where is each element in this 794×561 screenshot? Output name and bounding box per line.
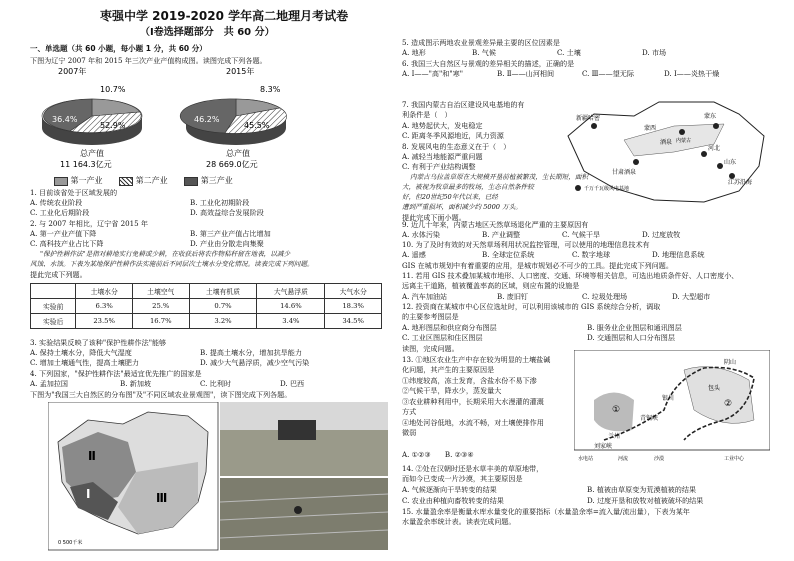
q10-option-a: A. 遥感	[402, 250, 426, 259]
industry-pie-charts	[30, 66, 350, 174]
wind-label-mengdong: 蒙东	[704, 113, 717, 120]
table-header-row	[31, 284, 382, 299]
map2-label-baotou: 包头	[708, 385, 721, 392]
q14-option-b: B. 植被由草原变为荒漠植被的结果	[587, 485, 697, 494]
q10-option-c: C. 数字地球	[572, 250, 611, 259]
q13-choice-4b: 微弱	[402, 428, 417, 437]
table-header-cell: 大气水分	[325, 284, 382, 299]
exam-title: 枣强中学 2019-2020 学年高二地理月考试卷	[100, 9, 349, 23]
q11-option-a: A. 汽车加油站	[402, 292, 448, 301]
map-label-i: Ⅰ	[86, 487, 91, 501]
wind-power-map	[564, 96, 770, 206]
legend-swatch-primary	[54, 177, 68, 186]
q11-option-c: C. 垃圾处理场	[582, 292, 628, 301]
q5-stem: 5. 造成图示两地农业景观差异最主要的区位因素是	[402, 38, 560, 47]
pie-legend	[54, 175, 233, 186]
q1-option-c: C. 工业化后期阶段	[30, 208, 90, 217]
table-cell: 18.3%	[325, 299, 382, 314]
map-intro: 下图为"我国三大自然区的分布图"及"不同区域农业景观图"，读下图完成下列各题。	[30, 390, 292, 399]
gis-passage: GIS 在城市规划中有着重要的应用，是城市规划必不可少的工具。提此完成下列问题。	[402, 261, 673, 270]
map2-label-1: ①	[612, 405, 621, 415]
table-header-cell: 大气悬浮质	[257, 284, 325, 299]
q14-stem-2: 而如今已变成一片沙漠，其主要原因是	[402, 474, 523, 483]
pie-2007	[42, 66, 142, 169]
q2-option-c: C. 高科技产业占比下降	[30, 239, 104, 248]
q10-option-d: D. 地理信息系统	[652, 250, 705, 259]
table-cell: 14.6%	[257, 299, 325, 314]
right-column	[402, 0, 772, 561]
map2-label-2: ②	[724, 399, 733, 409]
legend2-hydro: 水电站	[578, 456, 594, 462]
pie-2015-total: 28 669.0亿元	[206, 160, 258, 169]
q3-stem: 3. 实验结果反映了该种"保护性耕作法"能够	[30, 338, 167, 347]
q8-stem: 8. 发展风电的生态意义在于（ ）	[402, 142, 511, 151]
q3-option-c: C. 增加土壤通气性，提高土壤肥力	[30, 358, 139, 367]
q6-option-b: B. Ⅱ——山河相间	[497, 69, 555, 78]
map-label-iii: Ⅲ	[156, 491, 168, 505]
q3-option-d: D. 减少大气悬浮质，减少空气污染	[200, 358, 310, 367]
q13-choice-2: ②气候干旱，降水少，蒸发量大	[402, 386, 502, 395]
passage-grassland-5: 提此完成下面小题。	[402, 213, 466, 222]
q8-option-a: A. 减轻当地能源严重问题	[402, 152, 483, 161]
q13-choice-3: ③农业耕种利用中，长期采用大水漫灌的灌溉	[402, 397, 544, 406]
table-cell: 23.5%	[76, 314, 133, 329]
q7-stem: 7. 我国内蒙古自治区建设风电基地的有	[402, 100, 525, 109]
wind-legend-base: 千万千瓦级风电基地	[584, 186, 630, 192]
q1-option-d: D. 高效益综合发展阶段	[190, 208, 264, 217]
q2-option-a: A. 第一产业产值下降	[30, 229, 97, 238]
q1-option-b: B. 工业化初期阶段	[190, 198, 250, 207]
q3-option-b: B. 提高土壤水分，增加抗旱能力	[200, 348, 302, 357]
legend2-river: 河流	[618, 456, 629, 462]
legend-secondary: 第二产业	[135, 176, 168, 185]
pie-2015-tertiary: 46.2%	[194, 115, 220, 124]
q5-option-a: A. 地形	[402, 48, 426, 57]
q3-option-a: A. 保持土壤水分，降低大气湿度	[30, 348, 132, 357]
q12-stem-2: 的主要参考图层是	[402, 312, 459, 321]
pie-2007-tertiary: 36.4%	[52, 115, 78, 124]
q4-option-b: B. 新加坡	[120, 379, 152, 388]
soil-experiment-table	[30, 283, 382, 329]
wind-label-neimenggu: 内蒙古	[676, 138, 692, 144]
q9-option-c: C. 气候干旱	[562, 230, 601, 239]
q10-option-b: B. 全球定位系统	[482, 250, 535, 259]
photo-rice-paddy	[220, 478, 388, 550]
pie-2015-secondary: 45.5%	[244, 121, 270, 130]
exam-subtitle: （Ⅰ卷选择题部分 共 60 分）	[140, 27, 275, 38]
map2-label-yinchuan: 银川	[662, 395, 675, 402]
wind-label-shandong: 山东	[724, 159, 737, 166]
q15-stem: 15. 水量盈余率是衡量水库水量变化的重要指标（水量盈余率=流入量/流出量），下表为某年	[402, 507, 690, 516]
table-header-cell: 土壤水分	[76, 284, 133, 299]
map-scale: 0 500千米	[58, 540, 83, 546]
table-cell: 实验前	[31, 299, 76, 314]
q12-stem: 12. 投资商在某城市中心区位选址时，可以利用该城市的 GIS 系统综合分析，调取	[402, 302, 661, 311]
pie-2007-total-label: 总产值	[80, 149, 104, 158]
legend-swatch-tertiary	[184, 177, 198, 186]
pie-2015-total-label: 总产值	[226, 149, 250, 158]
q13-stem-2: 化问题，其产生的主要原因是	[402, 365, 495, 374]
q11-stem: 11. 若用 GIS 技术叠加某城市地形、人口密度、交通、环境等相关信息，可选出地质条件好、人口密度小、	[402, 271, 739, 280]
q12-option-a: A. 地形图层和供应商分布图层	[402, 323, 497, 332]
legend-primary: 第一产业	[70, 176, 103, 185]
legend-tertiary: 第三产业	[200, 176, 233, 185]
q10-stem: 10. 为了及时有效的对天然草场利用状况监控管理，可以使用的地理信息技术有	[402, 240, 650, 249]
table-cell: 16.7%	[132, 314, 189, 329]
table-header-cell: 土壤有机质	[189, 284, 257, 299]
q14-stem: 14. ②处在汉朝时还是水草丰美的草原地带，	[402, 464, 544, 473]
q1-stem: 1. 目前该省处于区域发展的	[30, 188, 118, 197]
chart-intro: 下图为辽宁 2007 年和 2015 年三次产业产值构成图。读图完成下列各题。	[30, 56, 267, 65]
pie-2007-year: 2007年	[58, 67, 87, 76]
wind-label-hami: 新疆哈密	[576, 115, 601, 122]
q11-option-d: D. 大型超市	[672, 292, 711, 301]
china-regions-figure	[48, 402, 388, 552]
q14-option-a: A. 气候逐渐向干旱转变的结果	[402, 485, 497, 494]
legend2-desert: 沙漠	[654, 456, 665, 462]
passage-line-3: 提此完成下列题。	[30, 270, 87, 279]
q9-option-b: B. 产业调整	[482, 230, 521, 239]
pie-2015	[180, 66, 286, 169]
q2-option-b: B. 第三产业产值占比增加	[190, 229, 271, 238]
q14-option-d: D. 过度开垦和放牧对植被破坏的结果	[587, 496, 704, 505]
map2-label-yinshan: 阴山	[724, 359, 737, 366]
q11-stem-2: 远离主干道路，植被覆盖率高的区域，则应布置的设施是	[402, 281, 580, 290]
q9-stem: 9. 近几十年来，内蒙古地区天然草场退化严重的主要原因有	[402, 220, 589, 229]
q12-option-d: D. 交通图层和人口分布图层	[587, 333, 675, 342]
q6-option-d: D. Ⅰ——炎热干燥	[664, 69, 720, 78]
q6-stem: 6. 我国三大自然区与景观的差异相关的描述，正确的是	[402, 59, 575, 68]
q6-option-c: C. Ⅲ——望无际	[582, 69, 634, 78]
passage-line-1: "保护性耕作法"是指对耕地实行免耕或少耕，在收获后将农作物秸秆留在地表，以减少	[40, 250, 291, 258]
q14-option-c: C. 农业由种植向畜牧转变的结果	[402, 496, 504, 505]
table-cell: 3.2%	[189, 314, 257, 329]
q9-option-d: D. 过度放牧	[642, 230, 681, 239]
q1-option-a: A. 传统农业阶段	[30, 198, 83, 207]
section-heading: 一、单选题（共 60 小题，每小题 1 分，共 60 分）	[30, 44, 207, 53]
hetao-map	[574, 350, 770, 462]
table-row	[31, 314, 382, 329]
q15-stem-2: 水量盈余率统计表。读表完成问题。	[402, 517, 516, 526]
pie-2015-year: 2015年	[226, 67, 255, 76]
q7-stem-2: 利条件是（ ）	[402, 110, 452, 119]
q2-stem: 2. 与 2007 年相比，辽宁省 2015 年	[30, 219, 148, 228]
wind-label-jiangsu: 江苏沿海	[728, 179, 753, 186]
legend2-industry: 工业中心	[724, 456, 745, 462]
q5-option-d: D. 市场	[642, 48, 667, 57]
map2-label-qingtongxia: 青铜峡	[640, 415, 659, 422]
pie-2007-secondary: 52.9%	[100, 121, 126, 130]
q4-option-a: A. 孟加拉国	[30, 379, 69, 388]
table-header-cell	[31, 284, 76, 299]
wind-label-jiuquan: 酒泉	[660, 139, 673, 146]
q4-option-c: C. 比利时	[200, 379, 231, 388]
table-cell: 实验后	[31, 314, 76, 329]
q7-option-a: A. 地势起伏大，发电稳定	[402, 121, 483, 130]
q13-options: A. ①②③ B. ②③④	[402, 450, 474, 459]
q7-option-c: C. 距离冬季风源地近，风力资源	[402, 131, 504, 140]
passage-grassland-2: 大，被视为牧草最多的牧场，生态自然条件较	[402, 183, 534, 191]
q5-option-b: B. 气候	[472, 48, 496, 57]
passage-grassland-3: 好，但20世纪50年代以来，已经	[402, 193, 498, 201]
pie-2015-primary: 8.3%	[260, 85, 281, 94]
q8-option-c: C. 有利于产业结构调整	[402, 162, 476, 171]
q6-option-a: A. Ⅰ——"高"和"寒"	[402, 69, 463, 78]
wind-label-gansu-jiuquan: 甘肃酒泉	[612, 169, 637, 176]
q12-option-c: C. 工业区图层和住区图层	[402, 333, 483, 342]
table-header-cell: 土壤空气	[132, 284, 189, 299]
passage-grassland-1: 内蒙古乌拉盖草原在大规模开垦前植被繁茂，生长期短，面积	[410, 173, 589, 181]
table-cell: 6.3%	[76, 299, 133, 314]
table-cell: 0.7%	[189, 299, 257, 314]
q2-option-d: D. 产业由分散走向集聚	[190, 239, 264, 248]
pie-2007-total: 11 164.3亿元	[60, 160, 112, 169]
table-cell: 34.5%	[325, 314, 382, 329]
q13-stem: 13. ①地区农业生产中存在较为明显的土壤盐碱	[402, 355, 551, 364]
map2-intro: 读图，完成问题。	[402, 344, 459, 353]
left-column	[30, 0, 390, 561]
table-row	[31, 299, 382, 314]
passage-grassland-4: 遭到严重损坏，面积减少约 5000 万头。	[402, 203, 522, 211]
q12-option-b: B. 服务业企业图层和通讯图层	[587, 323, 682, 332]
wind-label-hebei: 河北	[708, 145, 721, 152]
table-cell: 25.%	[132, 299, 189, 314]
map-label-ii: Ⅱ	[88, 449, 96, 463]
q13-choice-3b: 方式	[402, 407, 417, 416]
map2-label-lanzhou: 兰州	[608, 433, 621, 440]
passage-line-2: 风蚀、水蚀。下表为某地保护性耕作法实施前后不同层次土壤水分变化情况。读表完成下列问题。	[30, 260, 314, 268]
wind-label-mengxi: 蒙西	[644, 125, 657, 132]
q4-option-d: D. 巴西	[280, 379, 305, 388]
q13-choice-4: ④地处河谷低地，水流不畅，对土壤使排作用	[402, 418, 544, 427]
q5-option-c: C. 土壤	[557, 48, 581, 57]
map2-label-liujiaxia: 刘家峡	[594, 443, 613, 450]
q4-stem: 4. 下列国家，"保护性耕作法"最适宜优先推广的国家是	[30, 369, 202, 378]
pie-2007-primary: 10.7%	[100, 85, 126, 94]
q9-option-a: A. 水体污染	[402, 230, 441, 239]
q13-choice-1: ①纬度较高，冻土发育，含盐水份不易下渗	[402, 376, 537, 385]
q11-option-b: B. 废旧钉	[497, 292, 529, 301]
table-cell: 3.4%	[257, 314, 325, 329]
legend-swatch-secondary	[119, 177, 133, 186]
